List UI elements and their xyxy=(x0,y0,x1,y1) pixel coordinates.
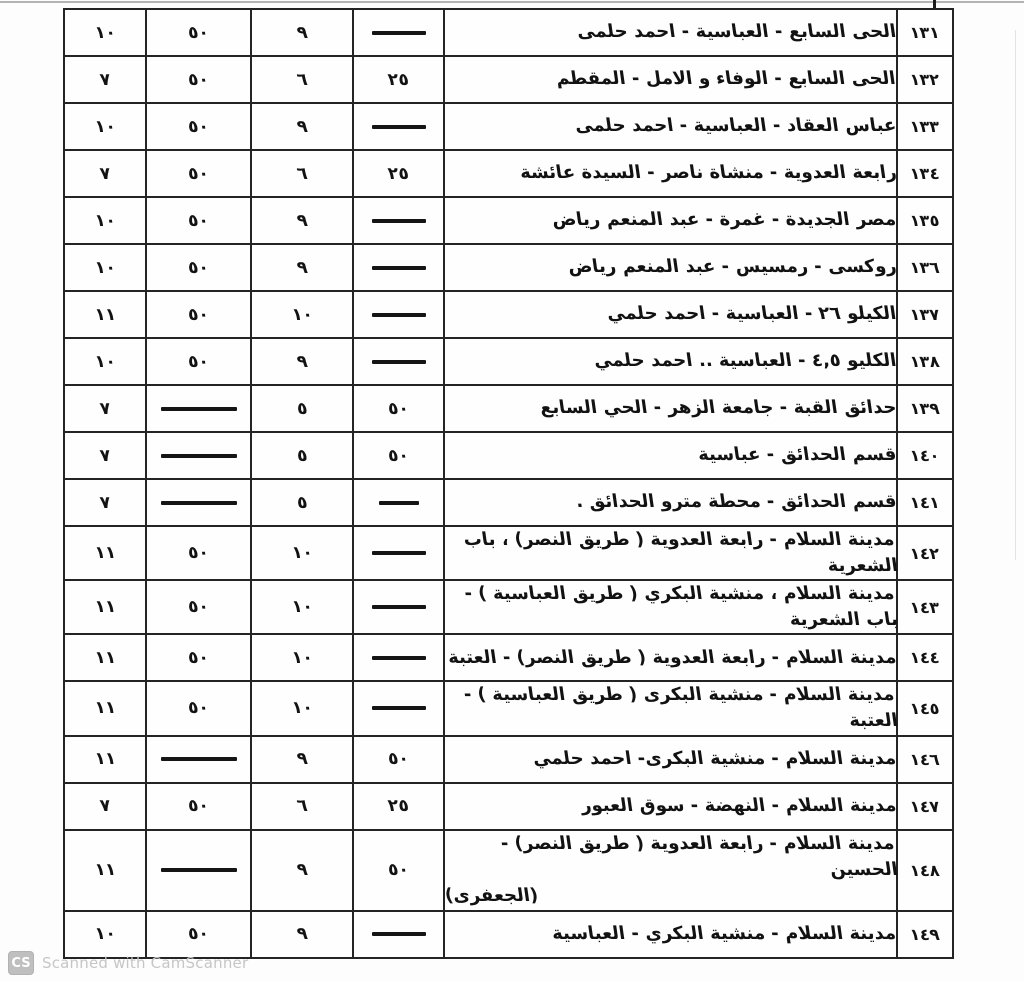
route-table-body xyxy=(64,9,953,958)
row-number: ١٤٢ xyxy=(909,543,941,563)
routes-table-wrapper xyxy=(63,8,954,959)
table-row xyxy=(64,338,953,385)
table-row xyxy=(64,830,953,911)
value-text: ٥٠ xyxy=(186,351,211,372)
row-number: ١٣٦ xyxy=(909,258,941,277)
route-name: الكيلو ٢٦ - العباسية - احمد حلمي xyxy=(605,303,898,325)
value-cell-c2 xyxy=(251,244,353,291)
dash-mark xyxy=(161,757,237,761)
row-number: ١٤٠ xyxy=(909,446,941,465)
value-text: ٥٠ xyxy=(186,647,211,668)
value-cell-c3 xyxy=(146,244,251,291)
value-text: ٢٥ xyxy=(386,69,411,90)
value-text: ٩ xyxy=(295,749,309,770)
row-number-cell xyxy=(897,291,953,338)
row-number: ١٤٩ xyxy=(909,924,941,944)
value-text: ٥٠ xyxy=(386,445,411,466)
value-text: ٥٠ xyxy=(186,796,211,817)
dash-mark xyxy=(372,605,426,609)
value-text: ٥٠ xyxy=(386,398,411,419)
route-name-cell xyxy=(444,103,897,150)
route-name: مدينة السلام - منشية البكرى ( طريق العباسية ) - العتبة xyxy=(462,684,900,732)
value-cell-c2 xyxy=(251,736,353,783)
value-text: ٩ xyxy=(295,210,309,231)
value-text: ٥٠ xyxy=(186,597,211,618)
dash-mark xyxy=(161,454,237,458)
value-text: ٦ xyxy=(295,69,309,90)
route-name-cell xyxy=(444,479,897,526)
route-name: مدينة السلام - النهضة - سوق العبور xyxy=(579,795,898,817)
camscanner-watermark-text: Scanned with CamScanner xyxy=(42,954,249,972)
value-text: ١١ xyxy=(93,749,117,770)
row-number-cell xyxy=(897,385,953,432)
camscanner-logo-icon: CS xyxy=(8,951,34,975)
route-name: مدينة السلام - منشية البكرى- احمد حلمي xyxy=(531,748,898,770)
route-name-cell xyxy=(444,783,897,830)
value-cell-c2 xyxy=(251,526,353,580)
route-name: روكسى - رمسيس - عبد المنعم رياض xyxy=(565,256,898,278)
value-text: ٢٥ xyxy=(386,163,411,184)
value-text: ٩ xyxy=(295,257,309,278)
table-row xyxy=(64,385,953,432)
value-text: ١٠ xyxy=(290,304,314,325)
route-name: مدينة السلام - منشية البكري - العباسية xyxy=(550,923,898,945)
table-row xyxy=(64,103,953,150)
value-cell-c4 xyxy=(64,681,146,735)
route-name-cell xyxy=(444,385,897,432)
dash-mark xyxy=(372,551,426,555)
value-cell-c1 xyxy=(353,479,444,526)
dash-mark xyxy=(372,266,426,270)
route-name-cell xyxy=(444,681,900,735)
route-name-cell xyxy=(444,634,897,681)
value-cell-c1 xyxy=(353,56,444,103)
dash-mark xyxy=(372,31,426,35)
row-number-cell xyxy=(897,580,953,634)
row-number-cell xyxy=(897,197,953,244)
value-text: ٥٠ xyxy=(186,22,211,43)
value-cell-c1 xyxy=(353,103,444,150)
value-cell-c2 xyxy=(251,9,353,56)
dash-mark xyxy=(372,125,426,129)
value-cell-c2 xyxy=(251,56,353,103)
route-name-cell xyxy=(443,830,900,911)
row-number: ١٣٣ xyxy=(909,117,941,136)
table-row xyxy=(64,197,953,244)
table-row xyxy=(64,56,953,103)
value-cell-c4 xyxy=(64,580,146,634)
scan-artifact-right-line xyxy=(1015,30,1016,560)
value-cell-c2 xyxy=(251,479,353,526)
value-text: ١١ xyxy=(93,647,117,668)
row-number-cell xyxy=(897,911,953,958)
dash-mark xyxy=(161,868,237,872)
value-cell-c2 xyxy=(251,911,353,958)
value-text: ١١ xyxy=(93,698,117,719)
value-cell-c3 xyxy=(146,681,251,735)
dash-mark xyxy=(161,501,237,505)
dash-mark xyxy=(372,219,426,223)
value-cell-c1 xyxy=(353,681,444,735)
table-row xyxy=(64,291,953,338)
route-name: مدينة السلام ، منشية البكري ( طريق العباسية ) - باب الشعرية xyxy=(462,583,900,631)
value-cell-c1 xyxy=(353,783,444,830)
table-row xyxy=(64,634,953,681)
row-number: ١٣٧ xyxy=(909,305,941,324)
value-cell-c4 xyxy=(64,291,146,338)
route-name: الكليو ٤,٥ - العباسية .. احمد حلمي xyxy=(592,350,898,372)
route-name-cell xyxy=(444,526,900,580)
value-text: ٩ xyxy=(295,860,309,881)
value-cell-c2 xyxy=(251,634,353,681)
value-cell-c1 xyxy=(353,197,444,244)
routes-table xyxy=(63,8,954,959)
value-text: ١٠ xyxy=(93,210,117,231)
value-cell-c2 xyxy=(251,681,353,735)
value-text: ٥٠ xyxy=(186,163,211,184)
table-row xyxy=(64,580,953,634)
value-text: ١٠ xyxy=(290,543,314,564)
route-name-cell xyxy=(444,911,897,958)
route-name-cell xyxy=(444,580,900,634)
dash-mark xyxy=(372,360,426,364)
value-cell-c1 xyxy=(353,385,444,432)
value-cell-c4 xyxy=(64,150,146,197)
value-cell-c2 xyxy=(251,783,353,830)
route-name-cell xyxy=(444,197,897,244)
value-cell-c1 xyxy=(353,736,444,783)
row-number-cell xyxy=(897,150,953,197)
route-name: رابعة العدوية - منشاة ناصر - السيدة عائشة xyxy=(517,162,898,184)
value-text: ٧ xyxy=(98,398,112,419)
value-cell-c4 xyxy=(64,244,146,291)
value-cell-c4 xyxy=(64,479,146,526)
row-number-cell xyxy=(897,244,953,291)
route-name-cell xyxy=(444,291,897,338)
route-name: مدينة السلام - رابعة العدوية ( طريق النصر) - العتبة xyxy=(446,646,898,668)
value-text: ٥٠ xyxy=(386,749,411,770)
row-number-cell xyxy=(897,338,953,385)
row-number: ١٤٥ xyxy=(909,698,941,718)
value-text: ٩ xyxy=(295,924,309,945)
value-cell-c2 xyxy=(251,197,353,244)
value-text: ٥٠ xyxy=(186,69,211,90)
value-text: ١١ xyxy=(93,304,117,325)
value-text: ٥٠ xyxy=(386,860,411,881)
value-text: ٥ xyxy=(295,445,309,466)
value-text: ١١ xyxy=(93,597,117,618)
value-text: ١٠ xyxy=(93,351,117,372)
value-text: ٥٠ xyxy=(186,257,211,278)
value-text: ٥٠ xyxy=(186,698,211,719)
value-cell-c4 xyxy=(64,103,146,150)
value-cell-c2 xyxy=(251,580,353,634)
value-text: ٥ xyxy=(295,398,309,419)
route-name: الحى السابع - الوفاء و الامل - المقطم xyxy=(554,68,898,90)
value-text: ٧ xyxy=(98,445,112,466)
table-row xyxy=(64,150,953,197)
value-text: ٧ xyxy=(98,69,112,90)
value-text: ١١ xyxy=(93,860,117,881)
value-cell-c3 xyxy=(146,9,251,56)
row-number-cell xyxy=(897,432,953,479)
value-cell-c3 xyxy=(146,150,251,197)
dash-mark xyxy=(379,501,419,505)
value-text: ٦ xyxy=(295,163,309,184)
row-number-cell xyxy=(897,103,953,150)
value-text: ١٠ xyxy=(290,597,314,618)
value-text: ٧ xyxy=(98,796,112,817)
row-number: ١٤٨ xyxy=(909,860,941,880)
value-text: ٩ xyxy=(295,22,309,43)
value-cell-c4 xyxy=(64,197,146,244)
route-name: قسم الحدائق - محطة مترو الحدائق . xyxy=(573,491,898,513)
row-number: ١٣٤ xyxy=(909,164,941,183)
value-text: ٩ xyxy=(295,116,309,137)
value-cell-c2 xyxy=(251,385,353,432)
row-number: ١٣١ xyxy=(909,23,941,42)
row-number-cell xyxy=(897,9,953,56)
value-cell-c3 xyxy=(146,338,251,385)
table-row xyxy=(64,432,953,479)
value-cell-c1 xyxy=(353,338,444,385)
row-number-cell xyxy=(897,681,953,735)
row-number: ١٤٣ xyxy=(909,597,941,617)
value-cell-c3 xyxy=(146,56,251,103)
row-number: ١٤١ xyxy=(909,493,941,512)
value-cell-c4 xyxy=(64,56,146,103)
row-number: ١٣٢ xyxy=(909,70,941,89)
value-cell-c1 xyxy=(353,291,444,338)
value-text: ١٠ xyxy=(93,924,117,945)
table-row xyxy=(64,736,953,783)
value-cell-c2 xyxy=(251,103,353,150)
value-cell-c1 xyxy=(353,150,444,197)
value-cell-c4 xyxy=(64,783,146,830)
table-row xyxy=(64,244,953,291)
route-name: مدينة السلام - رابعة العدوية ( طريق النصر) - الحسين xyxy=(499,832,900,881)
value-cell-c4 xyxy=(64,736,146,783)
camscanner-watermark xyxy=(8,951,248,975)
value-cell-c4 xyxy=(64,9,146,56)
value-cell-c3 xyxy=(146,526,251,580)
route-name-continuation: (الجعفرى) xyxy=(443,885,540,907)
value-text: ٩ xyxy=(295,351,309,372)
value-cell-c1 xyxy=(353,244,444,291)
route-name: الحى السابع - العباسية - احمد حلمى xyxy=(575,21,898,43)
row-number: ١٤٤ xyxy=(909,648,941,668)
value-cell-c2 xyxy=(251,291,353,338)
value-text: ٦ xyxy=(295,796,309,817)
table-row xyxy=(64,9,953,56)
scan-artifact-top-line xyxy=(0,1,1024,3)
value-cell-c3 xyxy=(146,634,251,681)
route-name: عباس العقاد - العباسية - احمد حلمى xyxy=(573,115,898,137)
value-cell-c3 xyxy=(146,580,251,634)
route-name-cell xyxy=(444,338,897,385)
value-text: ١٠ xyxy=(290,647,314,668)
row-number: ١٣٨ xyxy=(909,352,941,371)
value-cell-c1 xyxy=(353,432,444,479)
row-number-cell xyxy=(897,56,953,103)
value-cell-c1 xyxy=(353,830,444,911)
dash-mark xyxy=(372,932,426,936)
value-cell-c4 xyxy=(64,526,146,580)
route-name-cell xyxy=(444,736,897,783)
value-text: ٥٠ xyxy=(186,116,211,137)
route-name-cell xyxy=(444,432,897,479)
table-row xyxy=(64,783,953,830)
value-text: ٥٠ xyxy=(186,304,211,325)
route-name-cell xyxy=(444,56,897,103)
value-text: ١١ xyxy=(93,543,117,564)
route-name: مصر الجديدة - غمرة - عبد المنعم رياض xyxy=(550,209,898,231)
value-cell-c3 xyxy=(146,479,251,526)
route-name: حدائق القبة - جامعة الزهر - الحي السابع xyxy=(538,397,898,419)
row-number-cell xyxy=(897,479,953,526)
route-name: مدينة السلام - رابعة العدوية ( طريق النصر) ، باب الشعرية xyxy=(462,529,900,577)
value-cell-c1 xyxy=(353,526,444,580)
value-text: ١٠ xyxy=(93,116,117,137)
value-text: ١٠ xyxy=(290,698,314,719)
row-number: ١٤٦ xyxy=(909,749,941,769)
value-cell-c3 xyxy=(146,385,251,432)
value-cell-c3 xyxy=(146,783,251,830)
value-cell-c3 xyxy=(146,432,251,479)
value-cell-c4 xyxy=(64,830,146,911)
row-number-cell xyxy=(897,736,953,783)
value-cell-c3 xyxy=(146,830,251,911)
value-text: ٥٠ xyxy=(186,210,211,231)
row-number: ١٣٥ xyxy=(909,211,941,230)
value-cell-c3 xyxy=(146,736,251,783)
dash-mark xyxy=(372,706,426,710)
value-text: ٧ xyxy=(98,492,112,513)
row-number-cell xyxy=(897,783,953,830)
route-name-cell xyxy=(444,150,897,197)
value-cell-c3 xyxy=(146,197,251,244)
row-number-cell xyxy=(897,830,953,911)
table-row xyxy=(64,479,953,526)
value-cell-c3 xyxy=(146,291,251,338)
value-text: ١٠ xyxy=(93,257,117,278)
route-name: قسم الحدائق - عباسية xyxy=(696,444,898,466)
value-cell-c4 xyxy=(64,432,146,479)
table-row xyxy=(64,526,953,580)
value-cell-c1 xyxy=(353,580,444,634)
value-cell-c4 xyxy=(64,338,146,385)
dash-mark xyxy=(372,313,426,317)
row-number-cell xyxy=(897,526,953,580)
value-cell-c2 xyxy=(251,830,353,911)
dash-mark xyxy=(161,407,237,411)
route-name-cell xyxy=(444,244,897,291)
value-cell-c1 xyxy=(353,9,444,56)
value-cell-c2 xyxy=(251,432,353,479)
value-text: ٧ xyxy=(98,163,112,184)
row-number-cell xyxy=(897,634,953,681)
value-text: ٥٠ xyxy=(186,924,211,945)
value-cell-c1 xyxy=(353,634,444,681)
dash-mark xyxy=(372,656,426,660)
value-text: ١٠ xyxy=(93,22,117,43)
table-row xyxy=(64,681,953,735)
value-cell-c2 xyxy=(251,338,353,385)
row-number: ١٣٩ xyxy=(909,399,941,418)
value-cell-c1 xyxy=(353,911,444,958)
row-number: ١٤٧ xyxy=(909,796,941,816)
value-cell-c3 xyxy=(146,103,251,150)
value-cell-c4 xyxy=(64,385,146,432)
value-cell-c4 xyxy=(64,634,146,681)
value-text: ٥٠ xyxy=(186,543,211,564)
value-text: ٢٥ xyxy=(386,796,411,817)
value-cell-c2 xyxy=(251,150,353,197)
route-name-cell xyxy=(444,9,897,56)
value-text: ٥ xyxy=(295,492,309,513)
